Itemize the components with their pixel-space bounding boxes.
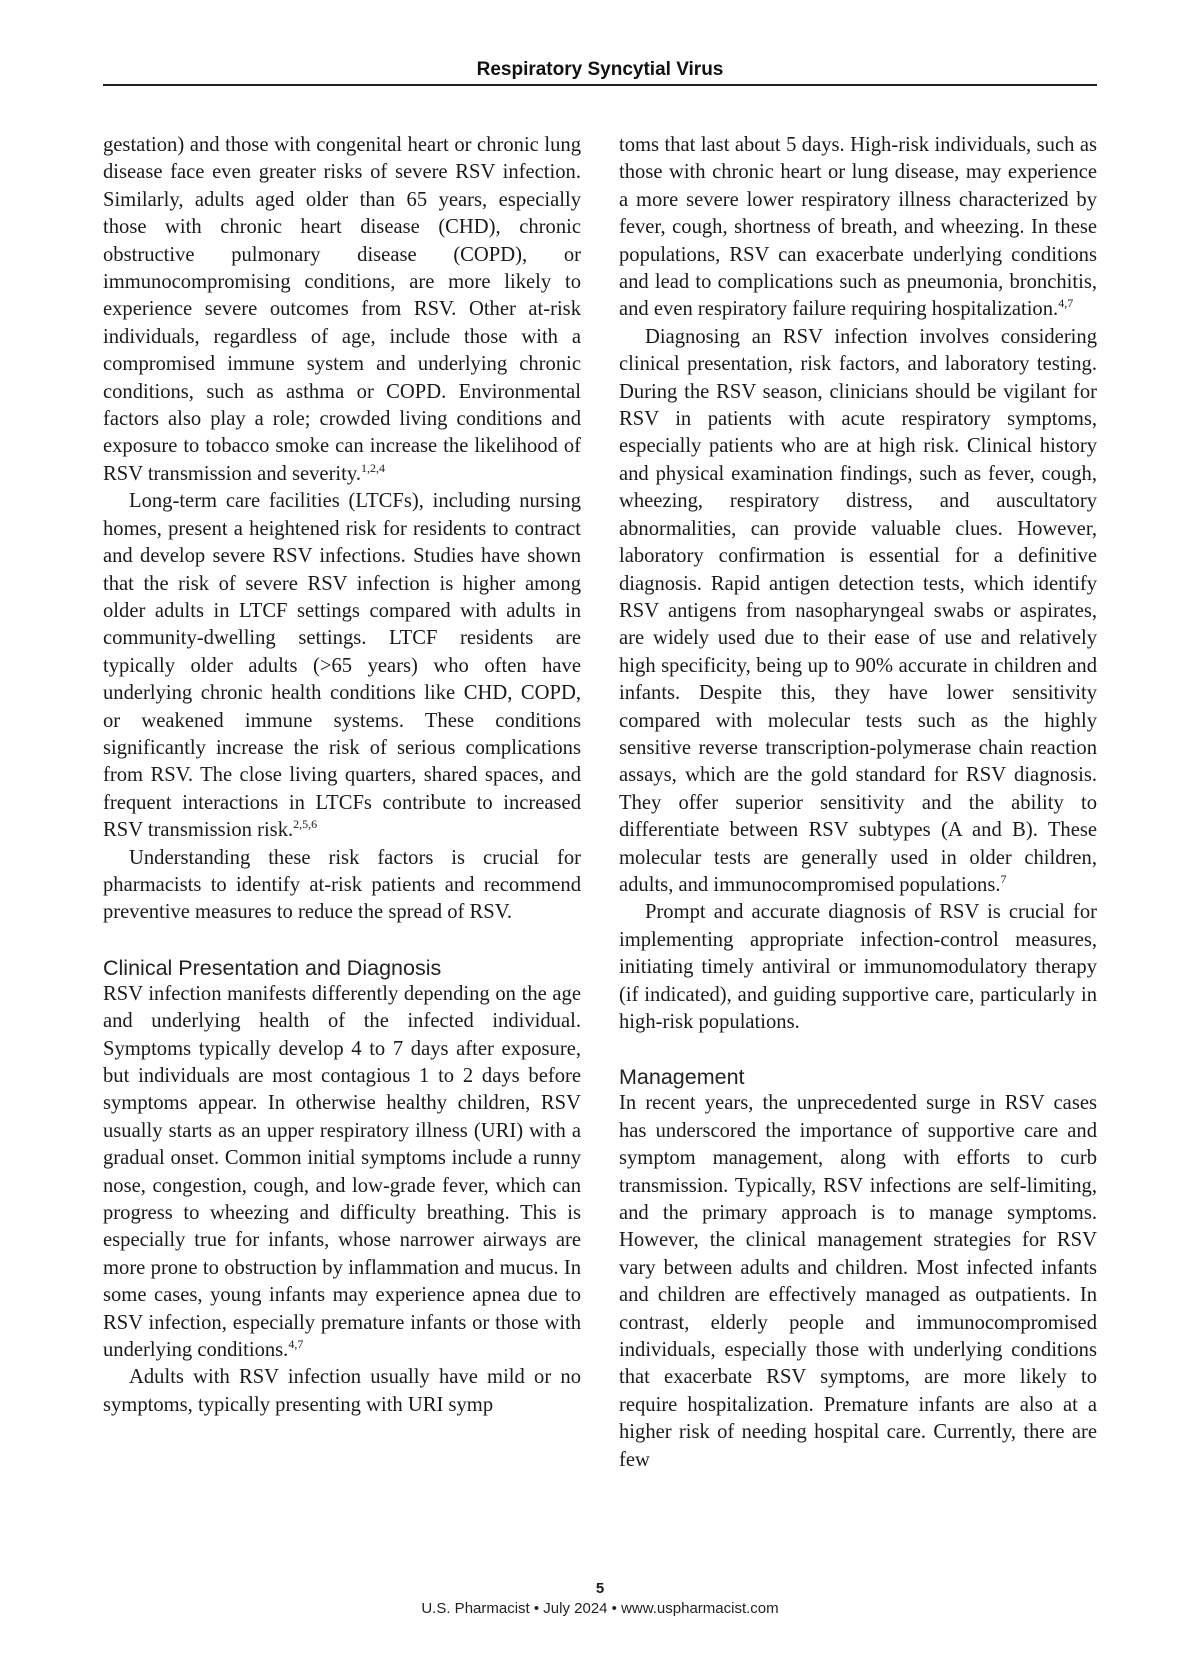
paragraph-text: Diagnosing an RSV infection involves considering clinical presentation, risk factors, and laboratory testing. During the RSV season, clinicians should be vigilant for RSV in patients with acute respiratory symptoms, especially patients who are at high risk. Clinical history and physical examination findings, such as fever, cough, wheezing, respiratory distress, and auscultatory abnormalities, can provide valuable clues. However, laboratory confirmation is essential for a definitive diagnosis. Rapid antigen detection tests, which identify RSV antigens from nasopharyngeal swabs or aspirates, are widely used due to their ease of use and relatively high specificity, being up to 90% accurate in children and infants. Despite this, they have lower sensitivity compared with molecular tests such as the highly sensitive reverse transcription-polymerase chain reaction assays, which are the gold standard for RSV diagnosis. They offer superior sensitivity and the ability to differentiate between RSV subtypes (A and B). These molecular tests are generally used in older children, adults, and immunocompromised populations.: [619, 325, 1097, 896]
paragraph: [103, 488, 581, 844]
paragraph-text: RSV infection manifests differently depending on the age and underlying health of the infected individual. Symptoms typically develop 4 to 7 days after exposure, but individuals are most contagious 1 to 2 days before symptoms appear. In otherwise healthy children, RSV usually starts as an upper respiratory illness (URI) with a gradual onset. Common initial symptoms include a runny nose, congestion, cough, and low-grade fever, which can progress to wheezing and difficulty breathing. This is especially true for infants, whose narrower airways are more prone to obstruction by inflammation and mucus. In some cases, young infants may experience apnea due to RSV infection, especially premature infants or those with underlying conditions.: [103, 982, 581, 1362]
paragraph: [103, 132, 581, 488]
paragraph-text: Long-term care facilities (LTCFs), including nursing homes, present a heightened risk for residents to contract and develop severe RSV infections. Studies have shown that the risk of severe RSV infection is higher among older adults in LTCF settings compared with adults in community-dwelling settings. LTCF residents are typically older adults (>65 years) who often have underlying chronic health conditions like CHD, COPD, or weakened immune systems. These conditions significantly increase the risk of serious complications from RSV. The close living quarters, shared spaces, and frequent interactions in LTCFs contribute to increased RSV transmission risk.: [103, 490, 581, 842]
left-column: [103, 132, 581, 1419]
header-rule: [103, 84, 1097, 86]
reference-superscript: 7: [1000, 871, 1007, 886]
right-column: [619, 132, 1097, 1474]
paragraph-text: Adults with RSV infection usually have mild or no symptoms, typically presenting with URI symp: [103, 1366, 581, 1416]
paragraph-text: gestation) and those with congenital heart or chronic lung disease face even greater risks of severe RSV infection. Similarly, adults aged older than 65 years, especially those with chronic heart disease (CHD), chronic obstructive pulmonary disease (COPD), or immunocompromising conditions, are more likely to experience severe outcomes from RSV. Other at-risk individuals, regardless of age, include those with a compromised immune system and underlying chronic conditions, such as asthma or COPD. Environmental factors also play a role; crowded living conditions and exposure to tobacco smoke can increase the likelihood of RSV transmission and severity.: [103, 134, 581, 485]
paragraph-text: Prompt and accurate diagnosis of RSV is crucial for implementing appropriate infection-control measures, initiating timely antiviral or immunomodulatory therapy (if indicated), and guiding supportive care, particularly in high-risk populations.: [619, 901, 1097, 1033]
reference-superscript: 2,5,6: [293, 817, 318, 832]
reference-superscript: 4,7: [1058, 296, 1074, 311]
paragraph: [619, 899, 1097, 1036]
section-heading-management: Management: [619, 1065, 745, 1090]
footer-publication-line: U.S. Pharmacist • July 2024 • www.uspharmacist.com: [421, 1600, 779, 1617]
reference-superscript: 4,7: [288, 1337, 304, 1352]
page-number: 5: [595, 1580, 605, 1597]
paragraph: [619, 132, 1097, 324]
reference-superscript: 1,2,4: [361, 460, 385, 475]
section-spacer: [619, 1036, 1097, 1064]
section-heading-clinical-presentation: Clinical Presentation and Diagnosis: [103, 955, 442, 980]
section-spacer: [103, 927, 581, 955]
paragraph: [619, 1090, 1097, 1474]
paragraph: [103, 845, 581, 927]
running-head: Respiratory Syncytial Virus: [476, 59, 724, 80]
paragraph: [619, 324, 1097, 900]
paragraph-text: toms that last about 5 days. High-risk individuals, such as those with chronic heart or lung disease, may experience a more severe lower respiratory illness characterized by fever, cough, shortness of breath, and wheezing. In these populations, RSV can exacerbate underlying conditions and lead to complications such as pneumonia, bronchitis, and even respiratory failure requiring hospitalization.: [619, 134, 1097, 321]
paragraph: [103, 1364, 581, 1419]
paragraph-text: Understanding these risk factors is crucial for pharmacists to identify at-risk patients and recommend preventive measures to reduce the spread of RSV.: [103, 846, 581, 924]
paragraph: [103, 981, 581, 1365]
paragraph-text: In recent years, the unprecedented surge in RSV cases has underscored the importance of supportive care and symptom management, along with efforts to curb transmission. Typically, RSV infections are self-limiting, and the primary approach is to manage symptoms. However, the clinical management strategies for RSV vary between adults and children. Most infected infants and children are effectively managed as outpatients. In contrast, elderly people and immunocompromised individuals, especially those with underlying conditions that exacerbate RSV symptoms, are more likely to require hospitalization. Premature infants are also at a higher risk of needing hospital care. Currently, there are few: [619, 1092, 1097, 1471]
